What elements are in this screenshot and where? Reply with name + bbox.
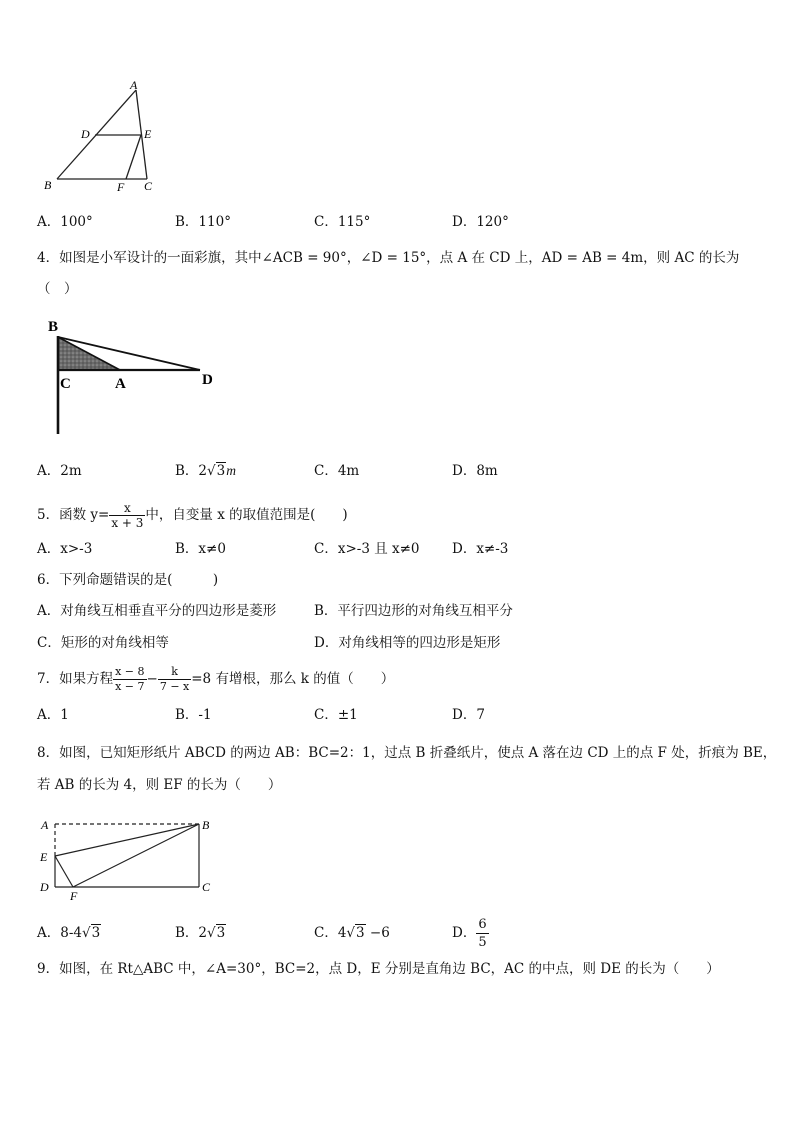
radical-sign: √	[207, 925, 216, 941]
q8-figure	[34, 814, 224, 904]
q8-label-f: F	[70, 889, 78, 903]
q8-option-a-prefix: A．8-4	[37, 925, 82, 941]
q8-option-d-fraction	[476, 916, 488, 951]
q7-fraction-1-den: x − 7	[115, 680, 145, 693]
q7-minus: −	[146, 671, 158, 687]
q4-stem-bracket: （ ）	[37, 281, 78, 297]
q3-label-e: E	[144, 127, 152, 141]
q7-fraction-1	[113, 665, 146, 694]
q8-option-c-radicand: 3	[356, 925, 365, 941]
q5-fraction	[109, 501, 145, 530]
q8-stem: 8．如图，已知矩形纸片 ABCD 的两边 AB：BC=2：1，过点 B 折叠纸片，使点 A 落在边 CD 上的点 F 处，折痕为 BE，	[37, 745, 777, 761]
q3-figure	[38, 76, 168, 196]
q8-stem-line2: 若 AB 的长为 4，则 EF 的长为（ ）	[37, 777, 282, 793]
q5-fraction-num: x	[109, 501, 145, 516]
q9-stem: 9．如图，在 Rt△ABC 中，∠A=30°，BC=2，点 D，E 分别是直角边 BC，AC 的中点，则 DE 的长为（ ）	[37, 961, 720, 977]
q3-label-c: C	[144, 179, 153, 193]
q3-label-a: A	[130, 78, 138, 92]
q6-option-b: B．平行四边形的对角线互相平分	[314, 603, 513, 619]
radical-sign: √	[346, 925, 356, 941]
q8-option-c	[314, 923, 390, 943]
q8-option-b	[175, 923, 226, 943]
q5-fraction-den: x + 3	[111, 516, 144, 530]
q8-label-a: A	[41, 818, 49, 832]
radical-sign: √	[82, 925, 91, 941]
q3-option-c: C．115°	[314, 214, 371, 230]
q3-option-a: A．100°	[37, 214, 93, 230]
q5-stem-prefix: 5．函数 y=	[37, 507, 110, 523]
q8-label-b: B	[202, 818, 210, 832]
q6-option-d: D．对角线相等的四边形是矩形	[314, 635, 501, 651]
q5-option-b: B．x≠0	[175, 541, 226, 557]
q7-fraction-2-num: k	[158, 665, 191, 680]
q4-option-b	[175, 461, 236, 481]
q7-fraction-1-num: x − 8	[115, 665, 145, 678]
q8-label-d: D	[40, 880, 49, 894]
q8-label-c: C	[202, 880, 211, 894]
q4-stem: 4．如图是小军设计的一面彩旗，其中∠ACB = 90°，∠D = 15°，点 A 在 CD 上，AD = AB = 4m，则 AC 的长为	[37, 250, 740, 266]
q4-option-d: D．8m	[452, 463, 498, 479]
q8-option-d-den: 5	[478, 935, 487, 950]
q4-option-a: A．2m	[37, 463, 82, 479]
q4-option-b-prefix: B．2	[175, 463, 208, 479]
q8-option-d-num: 6	[478, 917, 487, 932]
q4-figure	[40, 316, 230, 438]
q8-option-d	[452, 913, 489, 953]
q7-stem	[37, 662, 394, 696]
q4-label-a: A	[115, 376, 126, 392]
q7-fraction-2	[158, 665, 191, 694]
q8-option-d-prefix: D．	[452, 925, 477, 941]
q5-option-d: D．x≠-3	[452, 541, 509, 557]
q4-label-c: C	[60, 376, 71, 392]
q3-option-b: B．110°	[175, 214, 231, 230]
q8-option-a-radicand: 3	[91, 925, 101, 941]
q8-option-b-radicand: 3	[216, 925, 226, 941]
q8-option-b-prefix: B．2	[175, 925, 208, 941]
q5-stem	[37, 497, 348, 533]
q4-label-d: D	[202, 372, 213, 388]
q6-option-a: A．对角线互相垂直平分的四边形是菱形	[37, 603, 277, 619]
q7-option-c: C．±1	[314, 707, 358, 723]
q5-option-a: A．x>-3	[37, 541, 93, 557]
q3-label-d: D	[81, 127, 90, 141]
radical-sign: √	[207, 463, 216, 479]
q7-option-d: D．7	[452, 707, 485, 723]
q8-option-c-suffix: −6	[365, 925, 390, 941]
q5-stem-suffix: 中，自变量 x 的取值范围是( )	[145, 507, 348, 523]
q4-option-b-radicand: 3	[216, 463, 226, 479]
q7-fraction-2-den: 7 − x	[159, 680, 190, 693]
q6-stem: 6．下列命题错误的是( )	[37, 572, 219, 588]
q4-label-b: B	[48, 319, 59, 335]
q7-option-b: B．-1	[175, 707, 212, 723]
q7-option-a: A．1	[37, 707, 69, 723]
q4-option-c: C．4m	[314, 463, 360, 479]
q6-option-c: C．矩形的对角线相等	[37, 635, 169, 651]
q7-stem-prefix: 7．如果方程	[37, 671, 114, 687]
q3-option-d: D．120°	[452, 214, 509, 230]
q3-label-f: F	[117, 180, 125, 194]
q3-label-b: B	[44, 178, 52, 192]
q8-option-c-prefix: C．4	[314, 925, 347, 941]
q4-option-b-unit: m	[226, 463, 236, 478]
q8-option-a	[37, 923, 101, 943]
q5-option-c: C．x>-3 且 x≠0	[314, 541, 420, 557]
q7-stem-suffix: =8 有增根，那么 k 的值（ ）	[191, 671, 395, 687]
q8-label-e: E	[40, 850, 48, 864]
